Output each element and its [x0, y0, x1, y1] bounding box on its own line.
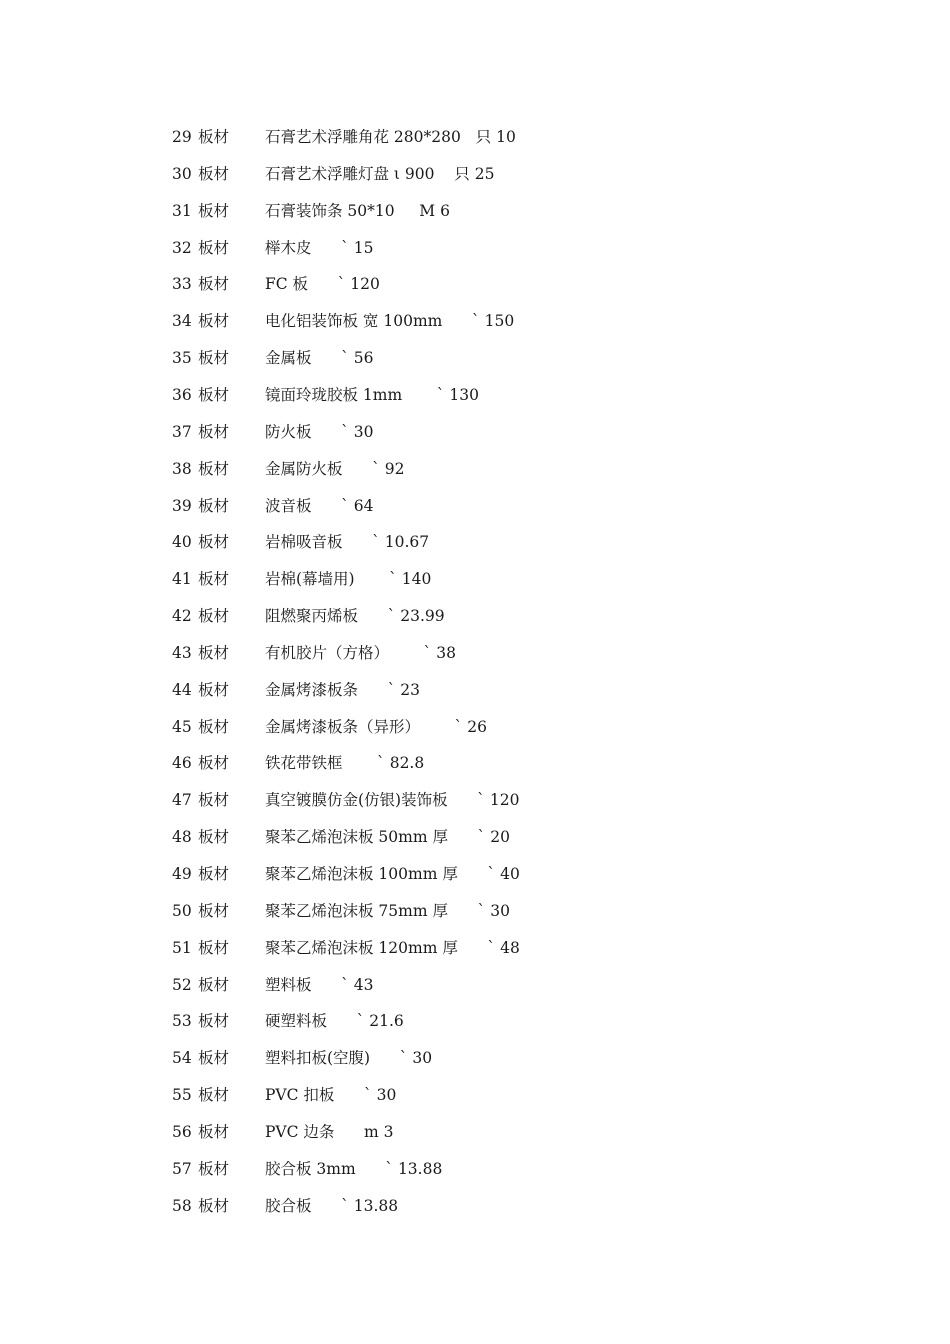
item-value: 120	[350, 275, 380, 293]
item-unit: `	[341, 1197, 349, 1215]
table-row	[172, 973, 374, 997]
item-number: 37	[172, 423, 192, 441]
table-row	[172, 1157, 442, 1181]
item-category: 板材	[198, 128, 230, 146]
table-row	[172, 236, 374, 260]
table-row	[172, 899, 510, 923]
item-unit: `	[341, 497, 349, 515]
table-row	[172, 1194, 398, 1218]
table-row	[172, 1083, 396, 1107]
item-category: 板材	[198, 644, 230, 662]
item-name: 镜面玲珑胶板 1mm	[265, 386, 403, 404]
item-unit: `	[487, 865, 496, 883]
item-category: 板材	[198, 460, 230, 478]
item-category: 板材	[198, 349, 230, 367]
item-number: 40	[172, 533, 192, 551]
item-number: 30	[172, 165, 192, 183]
item-value: 26	[467, 718, 487, 736]
item-value: 13.88	[397, 1160, 443, 1178]
item-value: 23	[400, 681, 420, 699]
item-category: 板材	[198, 681, 230, 699]
item-unit: 只	[475, 128, 492, 146]
item-value: 6	[440, 202, 450, 220]
table-row	[172, 457, 405, 481]
item-value: 10.67	[384, 533, 430, 551]
item-unit: `	[477, 902, 486, 920]
item-value: 10	[496, 128, 516, 146]
item-category: 板材	[198, 423, 230, 441]
table-row	[172, 309, 514, 333]
item-name: 金属烤漆板条	[265, 681, 359, 699]
item-name: FC 板	[265, 275, 309, 293]
item-value: 120	[489, 791, 520, 809]
item-category: 板材	[198, 939, 230, 957]
item-unit: `	[341, 976, 349, 994]
item-unit: `	[389, 570, 397, 588]
item-name: 榉木皮	[265, 239, 312, 257]
item-category: 板材	[198, 312, 230, 330]
item-unit: `	[387, 607, 396, 625]
item-unit: `	[423, 644, 432, 662]
item-name: 石膏装饰条 50*10	[265, 202, 395, 220]
item-unit: `	[341, 349, 349, 367]
item-category: 板材	[198, 202, 230, 220]
item-unit: `	[372, 460, 380, 478]
item-category: 板材	[198, 754, 230, 772]
item-category: 板材	[198, 533, 230, 551]
item-category: 板材	[198, 570, 230, 588]
table-row	[172, 862, 520, 886]
item-category: 板材	[198, 976, 230, 994]
item-value: 30	[353, 423, 374, 441]
item-category: 板材	[198, 1197, 230, 1215]
table-row	[172, 346, 374, 370]
item-value: 130	[449, 386, 479, 404]
item-value: 21.6	[369, 1012, 404, 1030]
item-name: 防火板	[265, 423, 312, 441]
item-name: 聚苯乙烯泡沫板 50mm 厚	[265, 828, 448, 846]
item-unit: `	[372, 533, 380, 551]
item-name: 石膏艺术浮雕角花 280*280	[265, 128, 461, 146]
table-row	[172, 567, 431, 591]
item-number: 31	[172, 202, 192, 220]
item-name: PVC 边条	[265, 1123, 335, 1141]
item-number: 45	[172, 718, 192, 736]
item-name: 硬塑料板	[265, 1012, 328, 1030]
item-value: 13.88	[353, 1197, 399, 1215]
item-number: 43	[172, 644, 192, 662]
table-row	[172, 420, 374, 444]
table-row	[172, 530, 429, 554]
item-unit: `	[436, 386, 445, 404]
item-number: 33	[172, 275, 192, 293]
item-name: 塑料板	[265, 976, 312, 994]
item-name: 聚苯乙烯泡沫板 100mm 厚	[265, 865, 458, 883]
item-unit: `	[356, 1012, 365, 1030]
item-unit: `	[337, 275, 346, 293]
item-category: 板材	[198, 1086, 230, 1104]
item-category: 板材	[198, 239, 230, 257]
table-row	[172, 641, 456, 665]
item-number: 51	[172, 939, 192, 957]
item-value: 30	[412, 1049, 433, 1067]
item-number: 48	[172, 828, 192, 846]
item-category: 板材	[198, 1123, 230, 1141]
item-number: 53	[172, 1012, 192, 1030]
table-row	[172, 936, 520, 960]
item-unit: `	[477, 828, 486, 846]
item-number: 38	[172, 460, 192, 478]
item-category: 板材	[198, 828, 230, 846]
item-number: 36	[172, 386, 192, 404]
item-number: 52	[172, 976, 192, 994]
item-unit: `	[399, 1049, 408, 1067]
item-value: 92	[384, 460, 405, 478]
item-unit: `	[363, 1086, 372, 1104]
item-unit: `	[487, 939, 496, 957]
item-name: 石膏艺术浮雕灯盘 ι 900	[265, 165, 435, 183]
item-name: 胶合板 3mm	[265, 1160, 356, 1178]
item-number: 56	[172, 1123, 192, 1141]
item-number: 42	[172, 607, 192, 625]
item-value: 38	[436, 644, 456, 662]
item-value: 40	[500, 865, 520, 883]
item-number: 34	[172, 312, 192, 330]
item-number: 55	[172, 1086, 192, 1104]
item-number: 47	[172, 791, 192, 809]
item-name: 波音板	[265, 497, 312, 515]
item-category: 板材	[198, 1160, 230, 1178]
item-value: 23.99	[400, 607, 445, 625]
table-row	[172, 494, 374, 518]
table-row	[172, 678, 420, 702]
item-number: 29	[172, 128, 192, 146]
item-name: 聚苯乙烯泡沫板 120mm 厚	[265, 939, 458, 957]
item-unit: `	[377, 754, 385, 772]
item-value: 30	[376, 1086, 397, 1104]
item-category: 板材	[198, 165, 230, 183]
item-name: 胶合板	[265, 1197, 312, 1215]
item-name: 岩棉吸音板	[265, 533, 343, 551]
item-number: 41	[172, 570, 192, 588]
item-unit: m	[363, 1123, 379, 1141]
item-number: 44	[172, 681, 192, 699]
table-row	[172, 788, 519, 812]
item-name: 岩棉(幕墙用)	[265, 570, 355, 588]
item-category: 板材	[198, 497, 230, 515]
item-category: 板材	[198, 718, 230, 736]
item-unit: `	[471, 312, 480, 330]
table-row	[172, 272, 380, 296]
item-unit: `	[341, 423, 349, 441]
item-name: 金属防火板	[265, 460, 343, 478]
item-category: 板材	[198, 386, 230, 404]
item-unit: `	[385, 1160, 393, 1178]
item-name: 电化铝装饰板 宽 100mm	[265, 312, 443, 330]
table-row	[172, 751, 424, 775]
table-row	[172, 825, 510, 849]
item-category: 板材	[198, 275, 230, 293]
item-number: 39	[172, 497, 192, 515]
item-name: 真空镀膜仿金(仿银)装饰板	[265, 791, 448, 809]
item-name: 有机胶片（方格）	[265, 644, 390, 662]
item-category: 板材	[198, 1012, 230, 1030]
table-row	[172, 199, 450, 223]
table-row	[172, 1120, 394, 1144]
item-value: 25	[474, 165, 495, 183]
item-value: 43	[353, 976, 374, 994]
item-category: 板材	[198, 791, 230, 809]
item-number: 35	[172, 349, 192, 367]
item-name: 阻燃聚丙烯板	[265, 607, 359, 625]
table-row	[172, 715, 487, 739]
item-value: 30	[490, 902, 510, 920]
item-name: 塑料扣板(空腹)	[265, 1049, 371, 1067]
item-category: 板材	[198, 865, 230, 883]
item-value: 64	[353, 497, 374, 515]
item-name: PVC 扣板	[265, 1086, 335, 1104]
table-row	[172, 125, 516, 149]
item-number: 54	[172, 1049, 192, 1067]
item-category: 板材	[198, 1049, 230, 1067]
item-name: 金属板	[265, 349, 312, 367]
item-value: 82.8	[389, 754, 425, 772]
item-name: 金属烤漆板条（异形）	[265, 718, 421, 736]
item-number: 32	[172, 239, 192, 257]
item-name: 铁花带铁框	[265, 754, 343, 772]
item-name: 聚苯乙烯泡沫板 75mm 厚	[265, 902, 448, 920]
item-unit: M	[419, 202, 436, 220]
item-value: 20	[490, 828, 510, 846]
item-number: 46	[172, 754, 192, 772]
item-value: 3	[383, 1123, 394, 1141]
item-value: 15	[353, 239, 374, 257]
item-number: 58	[172, 1197, 192, 1215]
item-category: 板材	[198, 607, 230, 625]
item-value: 150	[484, 312, 515, 330]
item-number: 49	[172, 865, 192, 883]
item-category: 板材	[198, 902, 230, 920]
table-row	[172, 162, 494, 186]
item-number: 50	[172, 902, 192, 920]
item-unit: `	[387, 681, 396, 699]
item-number: 57	[172, 1160, 192, 1178]
item-value: 48	[500, 939, 520, 957]
item-value: 140	[401, 570, 432, 588]
item-value: 56	[353, 349, 374, 367]
item-unit: 只	[454, 165, 470, 183]
item-unit: `	[341, 239, 349, 257]
item-unit: `	[454, 718, 463, 736]
table-row	[172, 1046, 432, 1070]
table-row	[172, 604, 445, 628]
item-unit: `	[477, 791, 485, 809]
table-row	[172, 383, 479, 407]
table-row	[172, 1009, 404, 1033]
